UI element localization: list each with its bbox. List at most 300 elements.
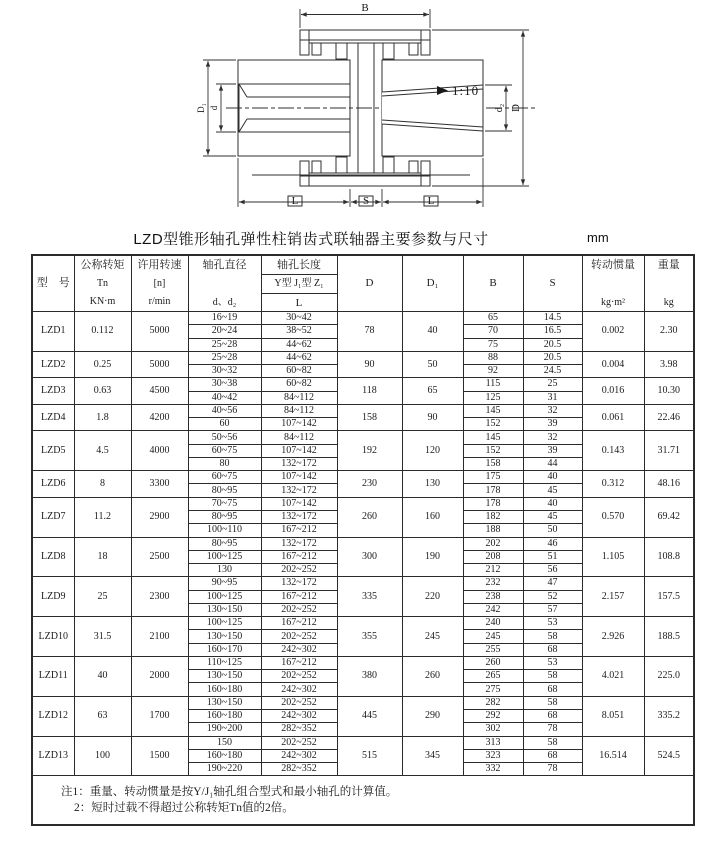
dim-label-l-right: L	[427, 195, 435, 207]
cell-S: 56	[523, 564, 582, 577]
cell-S: 39	[523, 444, 582, 457]
dim-label-d-bore: d	[209, 105, 219, 111]
elastic-pin	[383, 43, 394, 59]
cell-S: 24.5	[523, 365, 582, 378]
cell-S: 25	[523, 378, 582, 391]
cell-inertia: 16.514	[582, 736, 644, 776]
cell-weight: 188.5	[644, 617, 694, 657]
cell-model: LZD12	[32, 696, 74, 736]
cell-bore-len: 132~172	[261, 537, 337, 550]
cell-model: LZD5	[32, 431, 74, 471]
col-header-D1: D₁	[402, 255, 463, 312]
cell-bore-dia: 60~75	[188, 444, 261, 457]
cell-S: 20.5	[523, 338, 582, 351]
cell-bore-dia: 100~110	[188, 524, 261, 537]
spec-table-header	[32, 255, 694, 312]
cell-torque: 63	[74, 696, 131, 736]
cell-D: 335	[337, 577, 402, 617]
table-row	[32, 378, 694, 391]
cell-speed: 5000	[131, 351, 188, 378]
cell-speed: 3300	[131, 471, 188, 498]
spec-table-notes	[32, 776, 694, 826]
cell-inertia: 0.061	[582, 404, 644, 431]
cell-S: 57	[523, 603, 582, 616]
cell-bore-dia: 110~125	[188, 656, 261, 669]
cell-weight: 3.98	[644, 351, 694, 378]
cell-bore-len: 167~212	[261, 656, 337, 669]
cell-bore-dia: 90~95	[188, 577, 261, 590]
cell-B: 323	[463, 749, 523, 762]
cell-D: 260	[337, 497, 402, 537]
torque-line2: Tn	[96, 278, 109, 290]
cell-D1: 40	[402, 312, 463, 352]
cell-torque: 40	[74, 656, 131, 696]
cell-bore-len: 202~252	[261, 630, 337, 643]
cell-S: 32	[523, 431, 582, 444]
page-title: LZD型锥形轴孔弹性柱销齿式联轴器主要参数与尺寸	[133, 231, 489, 248]
cell-B: 282	[463, 696, 523, 709]
top-sleeve	[300, 30, 430, 59]
cell-weight: 225.0	[644, 656, 694, 696]
torque-line3: KN·m	[89, 296, 116, 308]
col-header-inertia	[582, 255, 644, 312]
cell-D1: 345	[402, 736, 463, 776]
cell-B: 115	[463, 378, 523, 391]
elastic-pin	[336, 157, 347, 173]
cell-S: 32	[523, 404, 582, 417]
cell-bore-dia: 150	[188, 736, 261, 749]
cell-bore-dia: 160~180	[188, 709, 261, 722]
col-header-bore-dia	[188, 255, 261, 312]
elastic-pin	[383, 157, 394, 173]
cell-D1: 160	[402, 497, 463, 537]
cell-D1: 120	[402, 431, 463, 471]
cell-S: 31	[523, 391, 582, 404]
cell-B: 88	[463, 351, 523, 364]
dim-label-s: S	[362, 195, 370, 207]
table-row	[32, 404, 694, 417]
cell-S: 39	[523, 418, 582, 431]
cell-model: LZD8	[32, 537, 74, 577]
cell-bore-len: 202~252	[261, 603, 337, 616]
cell-S: 78	[523, 763, 582, 776]
cell-bore-dia: 130~150	[188, 670, 261, 683]
col-header-S: S	[523, 255, 582, 312]
cell-bore-dia: 130~150	[188, 630, 261, 643]
notes-row	[32, 776, 694, 826]
cell-bore-dia: 25~28	[188, 338, 261, 351]
speed-line3: r/min	[148, 296, 171, 308]
bolt-detail	[312, 161, 321, 173]
cell-bore-len: 132~172	[261, 484, 337, 497]
cell-B: 125	[463, 391, 523, 404]
note-line-2: 2：短时过载不得超过公称转矩Tn值的2倍。	[74, 802, 294, 815]
cell-weight: 108.8	[644, 537, 694, 577]
cell-bore-len: 132~172	[261, 577, 337, 590]
cell-bore-len: 60~82	[261, 365, 337, 378]
cell-B: 275	[463, 683, 523, 696]
cell-bore-dia: 190~200	[188, 723, 261, 736]
cell-inertia: 2.926	[582, 617, 644, 657]
spec-table	[31, 254, 695, 826]
cell-torque: 0.25	[74, 351, 131, 378]
cell-B: 75	[463, 338, 523, 351]
cell-B: 188	[463, 524, 523, 537]
cell-torque: 18	[74, 537, 131, 577]
table-row	[32, 351, 694, 364]
dim-label-l-left: L	[291, 195, 299, 207]
cell-B: 255	[463, 643, 523, 656]
cell-B: 245	[463, 630, 523, 643]
cell-inertia: 0.312	[582, 471, 644, 498]
cell-B: 92	[463, 365, 523, 378]
dim-label-b: B	[361, 2, 369, 14]
cell-B: 152	[463, 444, 523, 457]
cell-S: 47	[523, 577, 582, 590]
cell-speed: 4500	[131, 378, 188, 405]
cell-B: 313	[463, 736, 523, 749]
cell-B: 202	[463, 537, 523, 550]
col-header-weight	[644, 255, 694, 312]
cell-torque: 11.2	[74, 497, 131, 537]
bore-len-types: Y型 J₁型 Z₁	[262, 275, 337, 294]
cell-inertia: 0.002	[582, 312, 644, 352]
table-row	[32, 497, 694, 510]
col-header-D: D	[337, 255, 402, 312]
cell-torque: 8	[74, 471, 131, 498]
cell-bore-len: 167~212	[261, 590, 337, 603]
cell-bore-dia: 130	[188, 564, 261, 577]
cell-bore-len: 132~172	[261, 457, 337, 470]
cell-weight: 10.30	[644, 378, 694, 405]
cell-D1: 290	[402, 696, 463, 736]
cell-inertia: 8.051	[582, 696, 644, 736]
cell-inertia: 1.105	[582, 537, 644, 577]
cell-B: 212	[463, 564, 523, 577]
cell-B: 145	[463, 431, 523, 444]
cell-weight: 22.46	[644, 404, 694, 431]
cell-bore-dia: 190~220	[188, 763, 261, 776]
bore-len-title: 轴孔长度	[262, 256, 337, 275]
cell-speed: 4200	[131, 404, 188, 431]
elastic-pin	[336, 43, 347, 59]
cell-inertia: 0.016	[582, 378, 644, 405]
cell-bore-dia: 160~170	[188, 643, 261, 656]
cell-bore-dia: 80	[188, 457, 261, 470]
cell-speed: 1500	[131, 736, 188, 776]
table-row	[32, 696, 694, 709]
cell-bore-len: 132~172	[261, 510, 337, 523]
cell-bore-dia: 160~180	[188, 749, 261, 762]
table-row	[32, 537, 694, 550]
coupling-section-drawing	[0, 0, 725, 222]
cell-weight: 524.5	[644, 736, 694, 776]
cell-speed: 2300	[131, 577, 188, 617]
cell-weight: 335.2	[644, 696, 694, 736]
title-bar	[31, 228, 693, 250]
cell-bore-len: 282~352	[261, 763, 337, 776]
cell-S: 45	[523, 484, 582, 497]
cell-S: 68	[523, 709, 582, 722]
notes-cell	[32, 776, 694, 826]
cell-B: 238	[463, 590, 523, 603]
cell-bore-len: 167~212	[261, 550, 337, 563]
cell-model: LZD1	[32, 312, 74, 352]
cell-speed: 1700	[131, 696, 188, 736]
cell-B: 178	[463, 497, 523, 510]
header-row	[32, 255, 694, 312]
cell-S: 68	[523, 683, 582, 696]
bolt-detail	[409, 43, 418, 55]
cell-bore-len: 107~142	[261, 444, 337, 457]
cell-S: 44	[523, 457, 582, 470]
spec-table-body	[32, 312, 694, 776]
bore-dia-line2: d、d₂	[212, 296, 237, 308]
cell-S: 53	[523, 617, 582, 630]
cell-speed: 2100	[131, 617, 188, 657]
cell-bore-len: 242~302	[261, 709, 337, 722]
cell-speed: 4000	[131, 431, 188, 471]
bottom-sleeve	[300, 157, 430, 186]
inertia-line2: kg·m²	[600, 296, 626, 308]
cell-D1: 245	[402, 617, 463, 657]
cell-bore-dia: 20~24	[188, 325, 261, 338]
cell-bore-len: 242~302	[261, 643, 337, 656]
cell-B: 158	[463, 457, 523, 470]
taper-label: 1:10	[452, 83, 480, 98]
cell-model: LZD4	[32, 404, 74, 431]
cell-bore-dia: 50~56	[188, 431, 261, 444]
dim-label-d1: D₁	[196, 103, 206, 113]
cell-S: 58	[523, 630, 582, 643]
cell-bore-len: 44~62	[261, 338, 337, 351]
cell-bore-len: 242~302	[261, 749, 337, 762]
cell-model: LZD9	[32, 577, 74, 617]
cell-bore-dia: 100~125	[188, 617, 261, 630]
cell-bore-len: 60~82	[261, 378, 337, 391]
cell-D1: 220	[402, 577, 463, 617]
cell-D: 78	[337, 312, 402, 352]
cell-bore-dia: 100~125	[188, 550, 261, 563]
cell-speed: 2500	[131, 537, 188, 577]
cell-D: 90	[337, 351, 402, 378]
table-row	[32, 431, 694, 444]
cell-S: 45	[523, 510, 582, 523]
cell-bore-dia: 40~56	[188, 404, 261, 417]
cell-bore-dia: 70~75	[188, 497, 261, 510]
right-hub	[382, 60, 483, 156]
cell-inertia: 0.143	[582, 431, 644, 471]
cell-model: LZD7	[32, 497, 74, 537]
cell-B: 145	[463, 404, 523, 417]
cell-B: 292	[463, 709, 523, 722]
cell-bore-dia: 30~38	[188, 378, 261, 391]
cell-bore-dia: 40~42	[188, 391, 261, 404]
cell-B: 178	[463, 484, 523, 497]
cell-D: 515	[337, 736, 402, 776]
cell-S: 58	[523, 696, 582, 709]
cell-speed: 2900	[131, 497, 188, 537]
bolt-detail	[409, 161, 418, 173]
cell-D: 118	[337, 378, 402, 405]
cell-B: 240	[463, 617, 523, 630]
cell-S: 40	[523, 471, 582, 484]
cell-S: 53	[523, 656, 582, 669]
cell-B: 265	[463, 670, 523, 683]
table-row	[32, 656, 694, 669]
table-row	[32, 471, 694, 484]
cell-model: LZD11	[32, 656, 74, 696]
table-row	[32, 736, 694, 749]
cell-bore-len: 84~112	[261, 391, 337, 404]
cell-torque: 4.5	[74, 431, 131, 471]
unit-label: mm	[587, 230, 609, 245]
bolt-detail	[312, 43, 321, 55]
cell-D: 158	[337, 404, 402, 431]
cell-weight: 48.16	[644, 471, 694, 498]
cell-B: 65	[463, 312, 523, 325]
cell-bore-len: 202~252	[261, 564, 337, 577]
col-header-torque	[74, 255, 131, 312]
cell-S: 68	[523, 749, 582, 762]
cell-B: 208	[463, 550, 523, 563]
cell-bore-dia: 100~125	[188, 590, 261, 603]
cell-model: LZD2	[32, 351, 74, 378]
cell-speed: 5000	[131, 312, 188, 352]
bore-dia-line1: 轴孔直径	[202, 259, 247, 271]
dim-label-d2: d₂	[494, 103, 505, 113]
dim-B	[300, 2, 430, 28]
cell-bore-len: 84~112	[261, 404, 337, 417]
cell-bore-dia: 25~28	[188, 351, 261, 364]
cell-D: 192	[337, 431, 402, 471]
note-line-1: 注1：重量、转动惯量是按Y/J₁轴孔组合型式和最小轴孔的计算值。	[61, 786, 398, 799]
cell-weight: 31.71	[644, 431, 694, 471]
cell-weight: 2.30	[644, 312, 694, 352]
cell-D1: 130	[402, 471, 463, 498]
cell-bore-len: 107~142	[261, 497, 337, 510]
speed-line1: 许用转速	[137, 259, 182, 271]
cell-bore-dia: 80~95	[188, 537, 261, 550]
cell-torque: 1.8	[74, 404, 131, 431]
cell-D: 300	[337, 537, 402, 577]
cell-bore-len: 202~252	[261, 736, 337, 749]
cell-B: 70	[463, 325, 523, 338]
dim-LSL	[238, 158, 483, 207]
cell-bore-len: 282~352	[261, 723, 337, 736]
cell-bore-len: 30~42	[261, 312, 337, 325]
cell-inertia: 2.157	[582, 577, 644, 617]
cell-S: 78	[523, 723, 582, 736]
cell-S: 51	[523, 550, 582, 563]
cell-torque: 31.5	[74, 617, 131, 657]
cell-bore-dia: 130~150	[188, 603, 261, 616]
cell-bore-dia: 60	[188, 418, 261, 431]
cell-D: 355	[337, 617, 402, 657]
cell-S: 58	[523, 670, 582, 683]
cell-D: 445	[337, 696, 402, 736]
speed-line2: [n]	[153, 278, 166, 290]
cell-model: LZD3	[32, 378, 74, 405]
cell-bore-len: 44~62	[261, 351, 337, 364]
cell-inertia: 0.004	[582, 351, 644, 378]
cell-D1: 65	[402, 378, 463, 405]
cell-weight: 157.5	[644, 577, 694, 617]
col-header-B: B	[463, 255, 523, 312]
cell-bore-dia: 160~180	[188, 683, 261, 696]
table-row	[32, 617, 694, 630]
cell-bore-len: 107~142	[261, 418, 337, 431]
cell-bore-dia: 80~95	[188, 510, 261, 523]
cell-S: 16.5	[523, 325, 582, 338]
cell-bore-len: 107~142	[261, 471, 337, 484]
bore-len-symbol: L	[295, 297, 303, 309]
cell-bore-dia: 16~19	[188, 312, 261, 325]
cell-B: 152	[463, 418, 523, 431]
cell-model: LZD6	[32, 471, 74, 498]
cell-torque: 100	[74, 736, 131, 776]
cell-S: 20.5	[523, 351, 582, 364]
cell-B: 260	[463, 656, 523, 669]
cell-bore-dia: 130~150	[188, 696, 261, 709]
cell-S: 50	[523, 524, 582, 537]
cell-bore-len: 202~252	[261, 670, 337, 683]
cell-bore-dia: 30~32	[188, 365, 261, 378]
cell-D1: 50	[402, 351, 463, 378]
weight-line1: 重量	[657, 259, 680, 271]
table-row	[32, 312, 694, 325]
cell-weight: 69.42	[644, 497, 694, 537]
cell-S: 40	[523, 497, 582, 510]
cell-B: 182	[463, 510, 523, 523]
cell-B: 302	[463, 723, 523, 736]
cell-bore-dia: 60~75	[188, 471, 261, 484]
cell-B: 332	[463, 763, 523, 776]
weight-line2: kg	[663, 296, 674, 308]
cell-bore-len: 167~212	[261, 617, 337, 630]
cell-torque: 0.63	[74, 378, 131, 405]
cell-model: LZD13	[32, 736, 74, 776]
cell-D1: 190	[402, 537, 463, 577]
cell-bore-len: 38~52	[261, 325, 337, 338]
cell-S: 46	[523, 537, 582, 550]
cell-model: LZD10	[32, 617, 74, 657]
dim-label-d-outer: D	[510, 104, 522, 112]
table-row	[32, 577, 694, 590]
cell-S: 58	[523, 736, 582, 749]
cell-B: 242	[463, 603, 523, 616]
cell-bore-len: 84~112	[261, 431, 337, 444]
cell-inertia: 4.021	[582, 656, 644, 696]
cell-D: 230	[337, 471, 402, 498]
cell-D1: 90	[402, 404, 463, 431]
col-header-speed	[131, 255, 188, 312]
cell-bore-len: 202~252	[261, 696, 337, 709]
torque-line1: 公称转矩	[80, 259, 125, 271]
cell-bore-len: 242~302	[261, 683, 337, 696]
cell-torque: 0.112	[74, 312, 131, 352]
cell-D: 380	[337, 656, 402, 696]
cell-speed: 2000	[131, 656, 188, 696]
cell-B: 175	[463, 471, 523, 484]
cell-S: 52	[523, 590, 582, 603]
cell-inertia: 0.570	[582, 497, 644, 537]
inertia-line1: 转动惯量	[591, 259, 635, 271]
cell-S: 68	[523, 643, 582, 656]
col-header-model: 型 号	[32, 255, 74, 312]
cell-S: 14.5	[523, 312, 582, 325]
cell-torque: 25	[74, 577, 131, 617]
